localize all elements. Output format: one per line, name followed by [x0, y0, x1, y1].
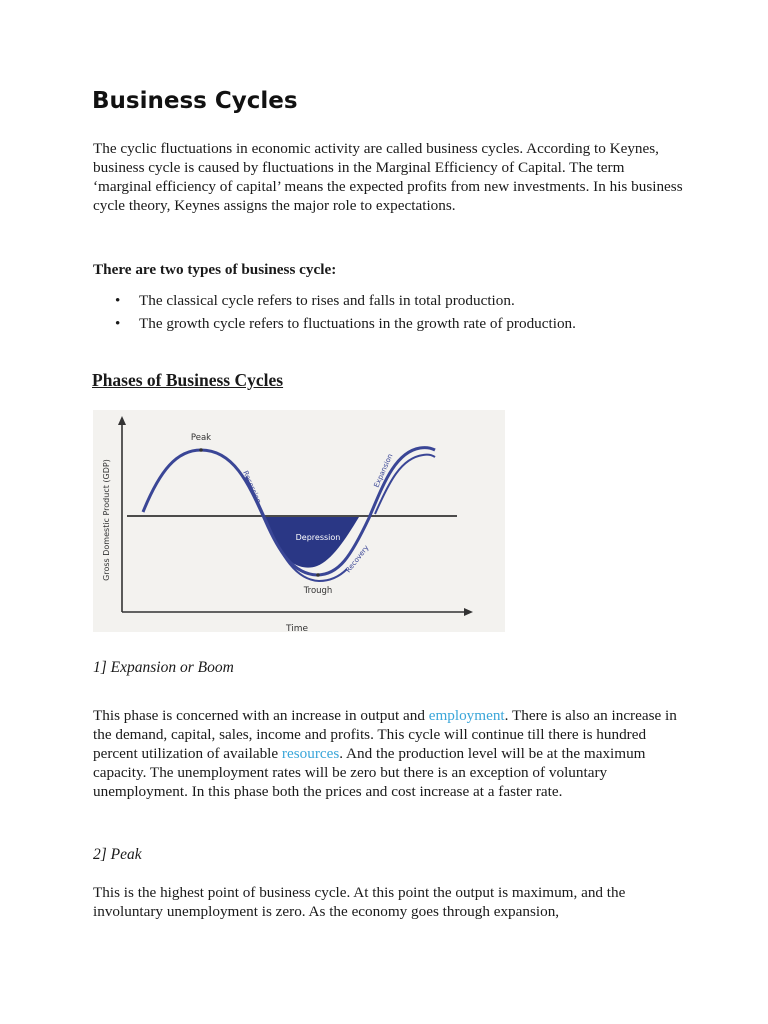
- resources-link[interactable]: resources: [281, 745, 340, 762]
- x-axis-label: Time: [285, 624, 309, 632]
- expansion-label: Expansion: [372, 452, 395, 489]
- business-cycle-svg: [93, 410, 505, 632]
- recovery-label: Recovery: [344, 543, 371, 575]
- list-item: • The classical cycle refers to rises and falls in total production.: [93, 289, 576, 312]
- trough-label: Trough: [303, 586, 333, 596]
- section-heading-peak: 2] Peak: [93, 846, 142, 863]
- types-list: [93, 289, 576, 335]
- text-segment: This phase is concerned with an increase in output and: [93, 707, 429, 724]
- depression-label: Depression: [295, 533, 341, 542]
- trough-marker: [316, 573, 320, 577]
- recession-label: Recession: [241, 469, 263, 505]
- peak-label: Peak: [190, 433, 212, 443]
- text-segment: . There is also an increase in the demand, capital, sales, income and profits. This cycle will continue till there is hundred percent utilization of available: [93, 707, 677, 762]
- section-heading-expansion: 1] Expansion or Boom: [93, 659, 234, 676]
- x-axis-arrow: [464, 608, 473, 616]
- peak-paragraph: This is the highest point of business cycle. At this point the output is maximum, and the involuntary unemployment is zero. As the economy goes through expansion,: [93, 884, 626, 920]
- expansion-paragraph: [93, 706, 683, 801]
- peak-marker: [199, 448, 203, 452]
- business-cycle-diagram: [93, 410, 505, 632]
- page-title: Business Cycles: [92, 88, 298, 114]
- employment-link[interactable]: employment: [428, 707, 505, 724]
- y-axis-label: Gross Domestic Product (GDP): [102, 459, 111, 581]
- phases-heading: Phases of Business Cycles: [92, 370, 284, 390]
- text-segment: . And the production level will be at the maximum capacity. The unemployment rates will be zero but there is an exception of voluntary unemployment. In this phase both the prices and cost increase at a faster rate.: [93, 745, 646, 800]
- list-item: • The growth cycle refers to fluctuations in the growth rate of production.: [93, 312, 576, 335]
- intro-paragraph: The cyclic fluctuations in economic activity are called business cycles. According to Keynes, business cycle is caused by fluctuations in the Marginal Efficiency of Capital. The term ‘marginal efficiency of capital’ means the expected profits from new investments. In his business cycle theory, Keynes assigns the major role to expectations.: [93, 140, 683, 214]
- y-axis-arrow: [118, 416, 126, 425]
- types-heading: There are two types of business cycle:: [93, 261, 337, 278]
